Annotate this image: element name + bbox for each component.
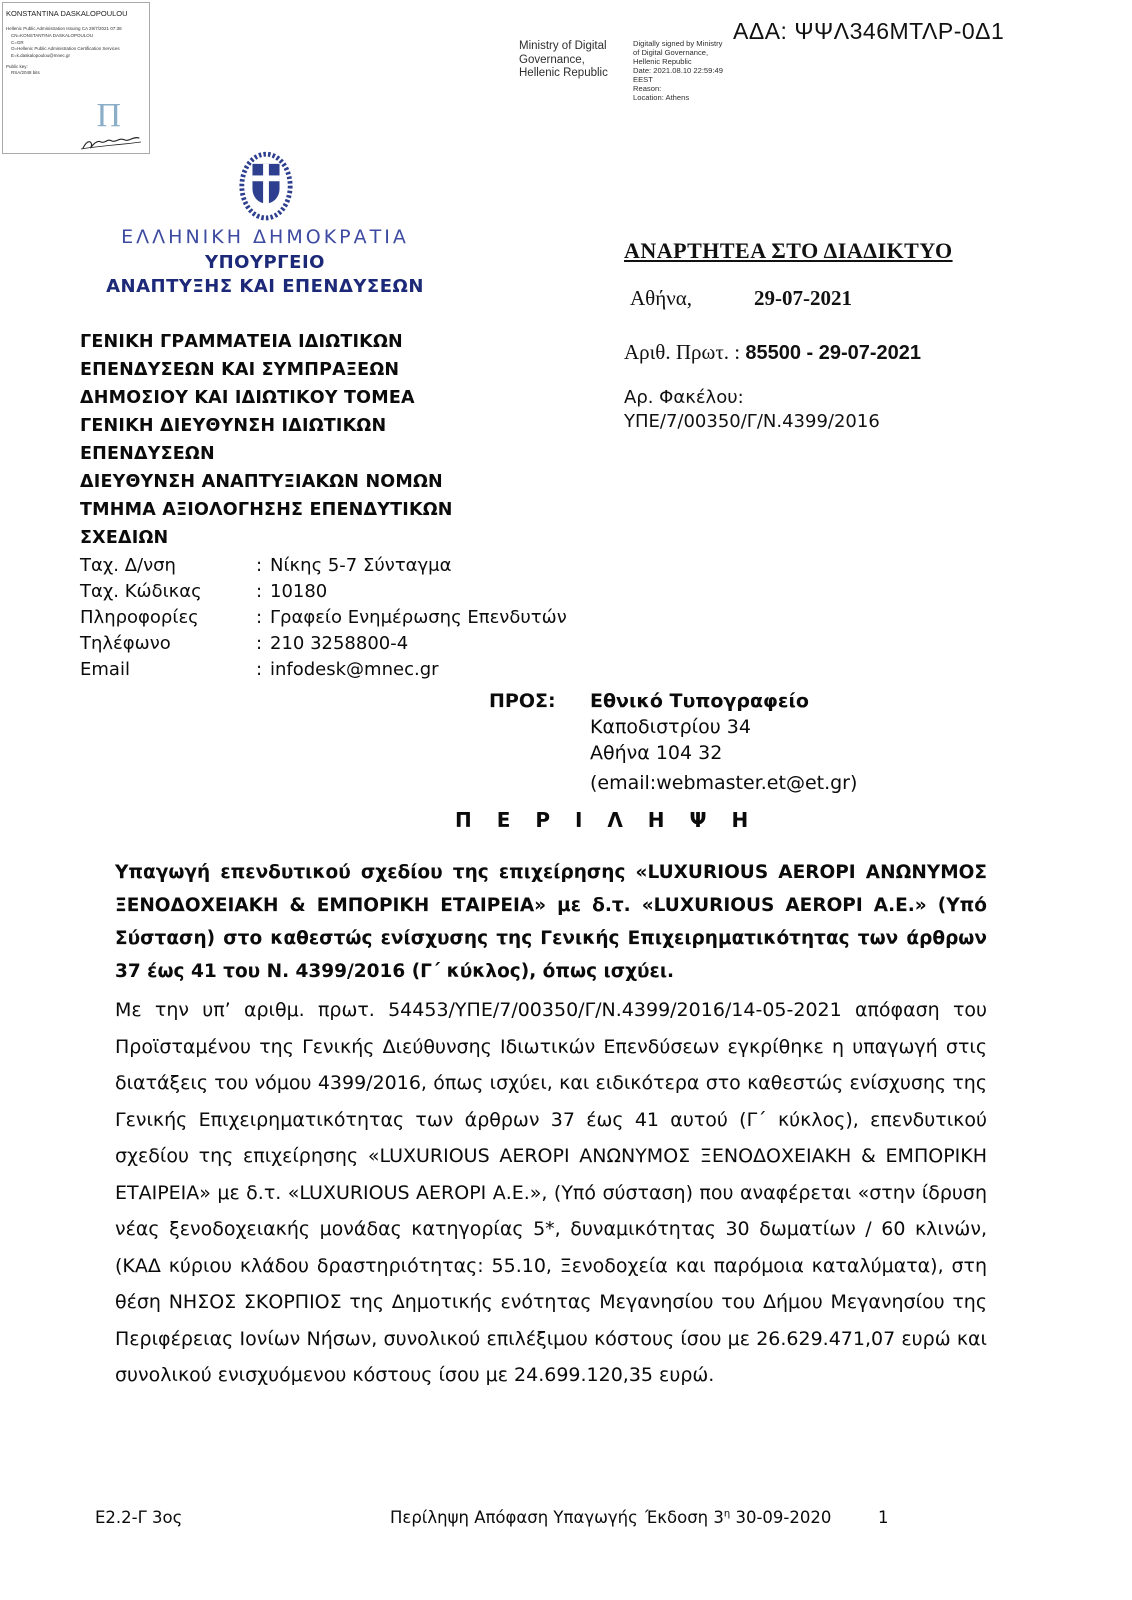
city-label: Αθήνα, <box>630 286 692 310</box>
summary-body: Με την υπ’ αριθμ. πρωτ. 54453/ΥΠΕ/7/00350/Γ/Ν.4399/2016/14-05-2021 απόφαση του Προϊσταμένου της Γενικής Διεύθυνσης Ιδιωτικών Επενδύσεων εγκρίθηκε η υπαγωγή στις διατάξεις του νόμου 4399/2016, όπως ισχύει, και ειδικότερα στο καθεστώς ενίσχυσης της Γενικής Επιχειρηματικότητας των άρθρων 37 έως 41 αυτού (Γ΄ κύκλος), επενδυτικού σχεδίου της επιχείρησης «LUXURIOUS AEROPI ΑΝΩΝΥΜΟΣ ΞΕΝΟΔΟΧΕΙΑΚΗ & ΕΜΠΟΡΙΚΗ ΕΤΑΙΡΕΙΑ» με δ.τ. «LUXURIOUS AEROPI Α.Ε.», (Υπό σύσταση) που αναφέρεται «στην ίδρυση νέας ξενοδοχειακής μονάδας κατηγορίας 5*, δυναμικότητας 30 δωματίων / 60 κλινών, (ΚΑΔ κύριου κλάδου δραστηριότητας: 55.10, Ξενοδοχεία και παρόμοια καταλύματα), στη θέση ΝΗΣΟΣ ΣΚΟΡΠΙΟΣ της Δημοτικής ενότητας Μεγανησίου του Δήμου Μεγανησίου της Περιφέρειας Ιονίων Νήσων, συνολικού επιλέξιμου κόστους ίσου με 26.629.471,07 ευρώ και συνολικού ενισχυόμενου κόστους ίσου με 24.699.120,35 ευρώ. <box>115 999 987 1386</box>
ministry-header <box>65 226 465 297</box>
footer-version-prefix: Έκδοση 3 <box>645 1508 724 1527</box>
department-line: ΣΧΕΔΙΩΝ <box>80 528 169 548</box>
sig-detail-line: EEST <box>633 75 653 84</box>
recipient-block <box>489 688 857 796</box>
contact-row-information <box>80 605 567 631</box>
folder-number-block <box>624 386 880 434</box>
stamp-detail-cn: CN=KONSTANTINA DASKALOPOULOU <box>11 33 94 38</box>
department-line: ΓΕΝΙΚΗ ΓΡΑΜΜΑΤΕΙΑ ΙΔΙΩΤΙΚΩΝ <box>80 332 403 352</box>
contact-row-address <box>80 553 567 579</box>
stamp-detail-o: O=Hellenic Public Administration Certification Services <box>11 46 120 51</box>
contact-value: Γραφείο Ενημέρωσης Επενδυτών <box>270 607 567 628</box>
signer-name: KONSTANTINA DASKALOPOULOU <box>6 9 128 18</box>
contact-row-phone <box>80 631 567 657</box>
ministry-signature-details <box>633 39 753 102</box>
contact-separator: : <box>256 659 263 680</box>
stamp-detail-c: C=GR <box>11 39 24 45</box>
protocol-number: 85500 - 29-07-2021 <box>745 342 922 364</box>
footer-version-sup: η <box>723 1508 731 1520</box>
footer-version <box>645 1508 831 1527</box>
recipient-address-street: Καποδιστρίου 34 <box>590 716 751 738</box>
ministry-signer-line1: Ministry of Digital <box>519 40 607 52</box>
sig-detail-line: Location: Athens <box>633 93 690 102</box>
department-line: ΓΕΝΙΚΗ ΔΙΕΥΘΥΝΣΗ ΙΔΙΩΤΙΚΩΝ <box>80 416 387 436</box>
folder-value: ΥΠΕ/7/00350/Γ/Ν.4399/2016 <box>624 411 880 432</box>
department-block <box>80 328 500 552</box>
contact-label: Ταχ. Δ/νση <box>80 555 176 576</box>
contact-separator: : <box>256 633 263 654</box>
protocol-line <box>624 340 921 365</box>
department-line: ΔΙΕΥΘΥΝΣΗ ΑΝΑΠΤΥΞΙΑΚΩΝ ΝΟΜΩΝ <box>80 472 443 492</box>
footer-page-number: 1 <box>878 1508 889 1527</box>
sig-detail-line: Hellenic Republic <box>633 57 692 66</box>
hellenic-republic-title: ΕΛΛΗΝΙΚΗ ΔΗΜΟΚΡΑΤΙΑ <box>121 226 409 248</box>
page-footer <box>0 1508 1132 1534</box>
contact-label: Πληροφορίες <box>80 607 199 628</box>
greek-coat-of-arms-icon <box>237 150 295 226</box>
city-date-line <box>630 286 852 311</box>
sig-detail-line: Digitally signed by Ministry <box>633 39 723 48</box>
footer-form-code: Ε2.2-Γ 3ος <box>95 1508 183 1527</box>
stamp-public-key-label: Public key: <box>6 64 28 69</box>
recipient-email: (email:webmaster.et@et.gr) <box>590 772 858 794</box>
ministry-title-line1: ΥΠΟΥΡΓΕΙΟ <box>205 252 325 273</box>
folder-label: Αρ. Φακέλου: <box>624 387 744 408</box>
stamp-issuer-line: Hellenic Public Administration Issuing CA 29/7/2021 07:38 <box>6 26 122 31</box>
stamp-detail-e: E=k.daskalopoulou@mnec.gr <box>11 52 70 58</box>
contact-value: Νίκης 5-7 Σύνταγμα <box>270 555 452 576</box>
sig-detail-line: of Digital Governance, <box>633 48 709 57</box>
signer-stamp <box>2 2 150 154</box>
ada-code: ΑΔΑ: ΨΨΛ346ΜΤΛΡ-0Δ1 <box>733 18 1005 44</box>
footer-version-date: 30-09-2020 <box>730 1508 832 1527</box>
contact-label: Ταχ. Κώδικας <box>80 581 202 602</box>
stamp-public-key-value: RSA/2048 bits <box>11 70 40 75</box>
protocol-label: Αριθ. Πρωτ. : <box>624 340 746 364</box>
recipient-address-city: Αθήνα 104 32 <box>590 742 723 764</box>
contact-block <box>80 553 567 683</box>
contact-label: Τηλέφωνο <box>80 633 171 654</box>
recipient-details <box>590 688 857 796</box>
contact-separator: : <box>256 555 263 576</box>
ministry-signer-line3: Hellenic Republic <box>519 67 608 79</box>
sig-detail-line: Date: 2021.08.10 22:59:49 <box>633 66 723 75</box>
recipient-name: Εθνικό Τυπογραφείο <box>590 690 809 712</box>
contact-value: infodesk@mnec.gr <box>270 659 439 680</box>
internet-posting-notice: ΑΝΑΡΤΗΤΕΑ ΣΤΟ ΔΙΑΔΙΚΤΥΟ <box>624 238 953 263</box>
contact-label: Email <box>80 659 130 680</box>
signature-scribble <box>79 129 143 151</box>
department-line: ΕΠΕΝΔΥΣΕΩΝ <box>80 444 215 464</box>
department-line: ΔΗΜΟΣΙΟΥ ΚΑΙ ΙΔΙΩΤΙΚΟΥ ΤΟΜΕΑ <box>80 388 415 408</box>
contact-row-postcode <box>80 579 567 605</box>
document-date: 29-07-2021 <box>753 286 852 310</box>
stamp-pi-glyph: Π <box>96 97 121 134</box>
contact-separator: : <box>256 581 263 602</box>
sig-detail-line: Reason: <box>633 84 662 93</box>
contact-separator: : <box>256 607 263 628</box>
contact-value: 210 3258800-4 <box>270 633 409 654</box>
summary-title: Π Ε Ρ Ι Λ Η Ψ Η <box>455 808 758 832</box>
department-line: ΤΜΗΜΑ ΑΞΙΟΛΟΓΗΣΗΣ ΕΠΕΝΔΥΤΙΚΩΝ <box>80 500 453 520</box>
ministry-signer-text <box>519 40 631 81</box>
ministry-title-line2: ΑΝΑΠΤΥΞΗΣ ΚΑΙ ΕΠΕΝΔΥΣΕΩΝ <box>106 276 424 297</box>
ministry-signer-line2: Governance, <box>519 53 585 66</box>
recipient-label: ΠΡΟΣ: <box>489 690 556 712</box>
footer-document-type: Περίληψη Απόφαση Υπαγωγής <box>390 1508 638 1527</box>
department-line: ΕΠΕΝΔΥΣΕΩΝ ΚΑΙ ΣΥΜΠΡΑΞΕΩΝ <box>80 360 400 380</box>
contact-row-email <box>80 657 567 683</box>
contact-value: 10180 <box>270 581 328 602</box>
summary-subject: Υπαγωγή επενδυτικού σχεδίου της επιχείρησης «LUXURIOUS AEROPI ΑΝΩΝΥΜΟΣ ΞΕΝΟΔΟΧΕΙΑΚΗ & ΕΜΠΟΡΙΚΗ ΕΤΑΙΡΕΙΑ» με δ.τ. «LUXURIOUS AEROPI Α.Ε.» (Υπό Σύσταση) στο καθεστώς ενίσχυσης της Γενικής Επιχειρηματικότητας των άρθρων 37 έως 41 του Ν. 4399/2016 (Γ΄ κύκλος), όπως ισχύει. <box>115 862 987 982</box>
